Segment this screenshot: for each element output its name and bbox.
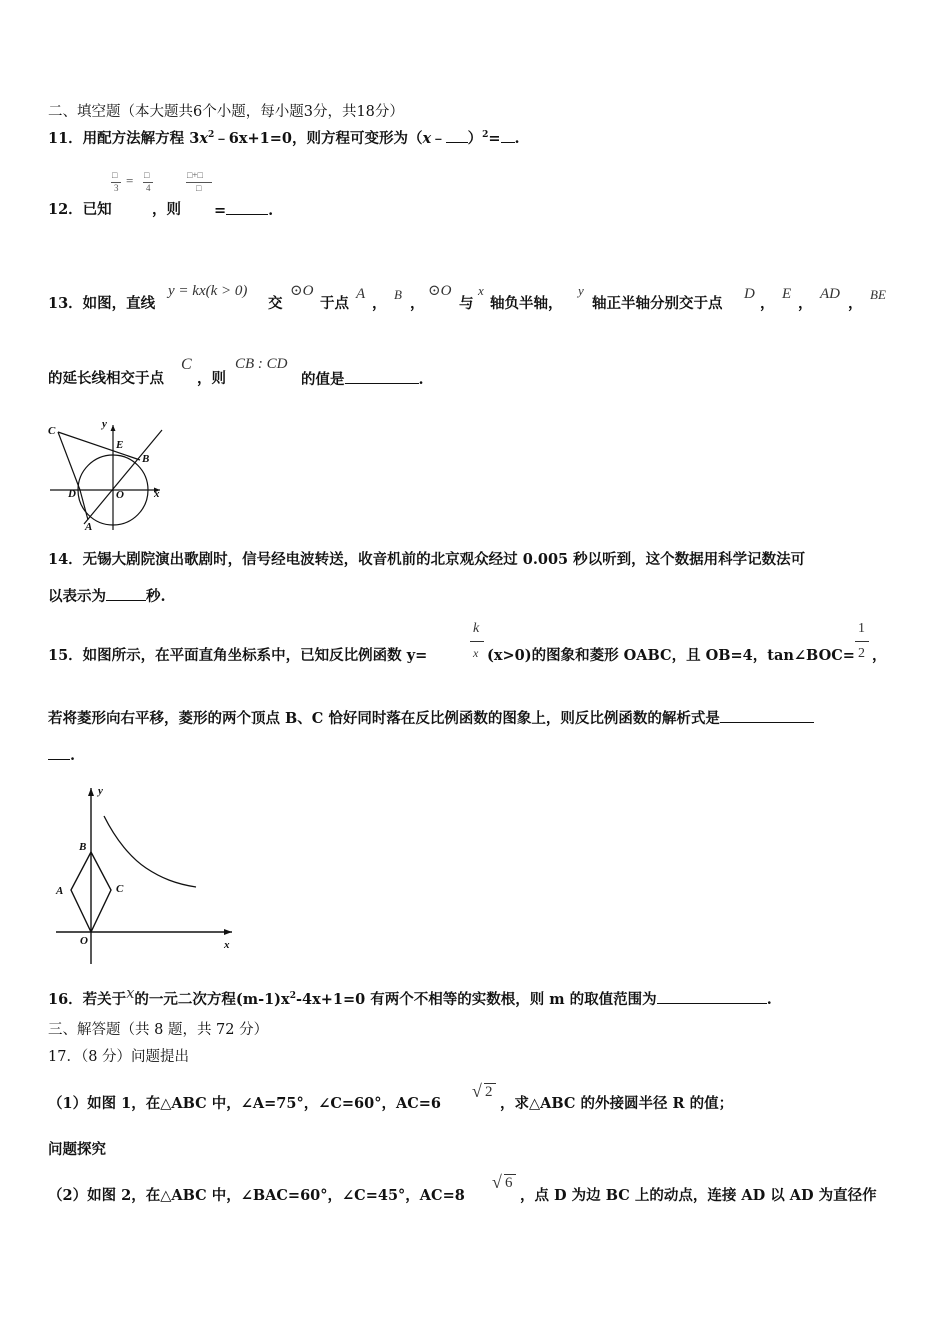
q15-line2: 若将菱形向右平移，菱形的两个顶点 B、C 恰好同时落在反比例函数的图象上，则反比例函数的解析式是 bbox=[48, 710, 720, 727]
fig13-line-cd bbox=[58, 432, 80, 490]
q13-circle-o: ⊙O bbox=[290, 283, 314, 299]
q11-text-e: . bbox=[514, 130, 520, 147]
q13-comma-4: ， bbox=[798, 295, 813, 312]
q15-half-bar bbox=[855, 641, 869, 642]
q12-frac3-den: □ bbox=[196, 183, 202, 193]
fig15-label-y: y bbox=[98, 785, 103, 797]
q13-line2-c: 的值是 bbox=[301, 371, 345, 388]
q14-line2 bbox=[48, 587, 166, 605]
q12-eq: = bbox=[126, 173, 134, 188]
q14-line2-b: 秒. bbox=[146, 588, 166, 605]
fig13-line-cb bbox=[58, 432, 140, 460]
q13-comma-1: ， bbox=[372, 295, 387, 312]
q13-ratio: CB : CD bbox=[235, 356, 288, 372]
q13-label: 13．如图，直线 bbox=[48, 295, 156, 312]
q13-comma-5: ， bbox=[848, 295, 863, 312]
q13-point-a: A bbox=[356, 286, 366, 302]
q15-k: k bbox=[473, 621, 480, 636]
q11-sup: 2 bbox=[207, 130, 215, 141]
q13-blank[interactable] bbox=[345, 370, 419, 384]
q13-end: . bbox=[418, 371, 424, 388]
q17-sqrt1-radicand: 2 bbox=[485, 1084, 493, 1100]
section-2-heading: 二、填空题（本大题共6个小题，每小题3分，共18分） bbox=[48, 104, 404, 120]
q17-head: 17．（8 分）问题提出 bbox=[48, 1049, 190, 1065]
fig13-label-x: x bbox=[154, 488, 160, 500]
q11-text-d: = bbox=[488, 130, 501, 147]
figure-15 bbox=[46, 780, 242, 966]
q15-label: 15．如图所示，在平面直角坐标系中，已知反比例函数 y= bbox=[48, 647, 428, 664]
q15-line3 bbox=[48, 746, 75, 764]
q16-end: . bbox=[766, 991, 772, 1008]
q15-blank-a[interactable] bbox=[720, 709, 814, 723]
q15-xden: x bbox=[473, 646, 479, 660]
q15-line2-group bbox=[48, 709, 814, 727]
q12-frac2-den: 4 bbox=[146, 183, 151, 193]
q15-cond: (x>0)的图象和菱形 OABC，且 OB=4，tan∠BOC= bbox=[487, 647, 855, 664]
fig15-label-b: B bbox=[79, 841, 87, 853]
q11-blank-2[interactable] bbox=[501, 129, 515, 143]
q16-blank[interactable] bbox=[657, 990, 767, 1004]
q12-tail: = bbox=[214, 202, 227, 219]
q13-circle-o-2: ⊙O bbox=[428, 283, 452, 299]
q15-blank-b[interactable] bbox=[48, 746, 70, 760]
q12-mid: ，则 bbox=[152, 201, 181, 218]
fig15-x-arrow bbox=[224, 929, 232, 935]
q16-sup: 2 bbox=[289, 991, 296, 1002]
fig13-label-c: C bbox=[48, 425, 56, 437]
q11-text-c: ） bbox=[467, 130, 483, 147]
q13-point-d: D bbox=[744, 286, 755, 302]
fig13-label-y: y bbox=[102, 418, 107, 430]
q11-minus: ﹣ bbox=[431, 130, 446, 147]
q11-blank-1[interactable] bbox=[446, 129, 468, 143]
q13-line-eq: y = kx(k > 0) bbox=[168, 283, 248, 299]
q12-frac1-den: 3 bbox=[114, 183, 119, 193]
q12-tail-group bbox=[214, 201, 273, 219]
fig15-label-a: A bbox=[56, 885, 64, 897]
fig15-hyperbola bbox=[104, 816, 196, 887]
q17-sqrt1-sign: √ bbox=[472, 1081, 482, 1101]
q17-p1-b: ，求△ABC 的外接圆半径 R 的值； bbox=[500, 1095, 734, 1112]
fig13-label-a: A bbox=[85, 521, 93, 533]
q16-x: x bbox=[126, 986, 135, 1002]
q16-c: -4x+1=0 有两个不相等的实数根，则 m 的取值范围为 bbox=[295, 991, 657, 1008]
q17-p2-b: ，点 D 为边 BC 上的动点，连接 AD 以 AD 为直径作 bbox=[520, 1187, 877, 1204]
q17-sqrt2-sign: √ bbox=[492, 1172, 502, 1192]
q14-line1: 14．无锡大剧院演出歌剧时，信号经电波转送，收音机前的北京观众经过 0.005 秒以听到，这个数据用科学记数法可 bbox=[48, 551, 806, 568]
q13-neg-half: 轴负半轴， bbox=[490, 295, 563, 312]
q12-frac2-num: □ bbox=[144, 170, 150, 180]
q13-ad: AD bbox=[820, 286, 840, 302]
q11-var-x: x bbox=[199, 130, 208, 147]
figure-13 bbox=[44, 418, 172, 533]
q13-jiao: 交 bbox=[268, 295, 283, 312]
q15-end: . bbox=[70, 747, 76, 764]
q15-frac-bar bbox=[470, 641, 484, 642]
q17-p2-a: （2）如图 2，在△ABC 中，∠BAC=60°，∠C=45°，AC=8 bbox=[48, 1187, 465, 1204]
fig15-label-o: O bbox=[80, 935, 88, 947]
q14-line2-a: 以表示为 bbox=[48, 588, 106, 605]
section-3-heading: 三、解答题（共 8 题，共 72 分） bbox=[48, 1022, 269, 1038]
q13-x: x bbox=[478, 283, 484, 298]
q13-point-c: C bbox=[181, 356, 192, 373]
question-16 bbox=[48, 986, 772, 1009]
q13-yu-dian: 于点 bbox=[320, 295, 349, 312]
q12-blank[interactable] bbox=[226, 201, 268, 215]
q11-text-a: 11．用配方法解方程 3 bbox=[48, 130, 200, 147]
q12-frac1-num: □ bbox=[112, 170, 118, 180]
q13-line2-a: 的延长线相交于点 bbox=[48, 370, 164, 387]
q13-line2-c-group bbox=[301, 370, 424, 388]
fig13-label-e: E bbox=[116, 439, 124, 451]
q13-point-b: B bbox=[394, 287, 402, 302]
q16-b: 的一元二次方程(m-1)x bbox=[134, 991, 290, 1008]
q12-label: 12．已知 bbox=[48, 201, 112, 218]
fig13-label-o: O bbox=[116, 489, 124, 501]
q17-sqrt2-radicand: 6 bbox=[505, 1175, 513, 1191]
q13-be: BE bbox=[870, 287, 886, 302]
q13-point-e: E bbox=[782, 286, 792, 302]
fig13-label-d: D bbox=[68, 488, 76, 500]
q16-a: 16．若关于 bbox=[48, 991, 127, 1008]
q13-comma-3: ， bbox=[760, 295, 775, 312]
q15-half-num: 1 bbox=[858, 621, 865, 636]
q17-explore: 问题探究 bbox=[48, 1141, 106, 1158]
question-11: 11．用配方法解方程 $3x^2﹣6x+1=0$，则方程可变形为（x﹣ ）$^2$= . bbox=[48, 130, 520, 147]
q14-blank[interactable] bbox=[106, 587, 146, 601]
q17-p1-a: （1）如图 1，在△ABC 中，∠A=75°，∠C=60°，AC=6 bbox=[48, 1095, 442, 1112]
q13-y: y bbox=[578, 283, 584, 298]
q13-yu: 与 bbox=[459, 295, 474, 312]
q15-tail: ， bbox=[872, 647, 887, 664]
fig13-y-arrow bbox=[111, 425, 116, 431]
q12-end: . bbox=[268, 202, 274, 219]
fig15-label-c: C bbox=[116, 883, 124, 895]
fig15-y-arrow bbox=[88, 788, 94, 796]
q13-pos-half: 轴正半轴分别交于点 bbox=[592, 295, 723, 312]
q12-frac3-num: □+□ bbox=[187, 170, 203, 180]
fig13-label-b: B bbox=[142, 453, 150, 465]
q13-line2-b: ，则 bbox=[197, 370, 226, 387]
q11-var-x2: x bbox=[422, 130, 432, 147]
q15-half-den: 2 bbox=[858, 646, 865, 661]
fig15-label-x: x bbox=[224, 939, 230, 951]
q13-comma-2: ， bbox=[410, 295, 425, 312]
q11-text-b: ﹣6x+1=0，则方程可变形为（ bbox=[214, 130, 423, 147]
